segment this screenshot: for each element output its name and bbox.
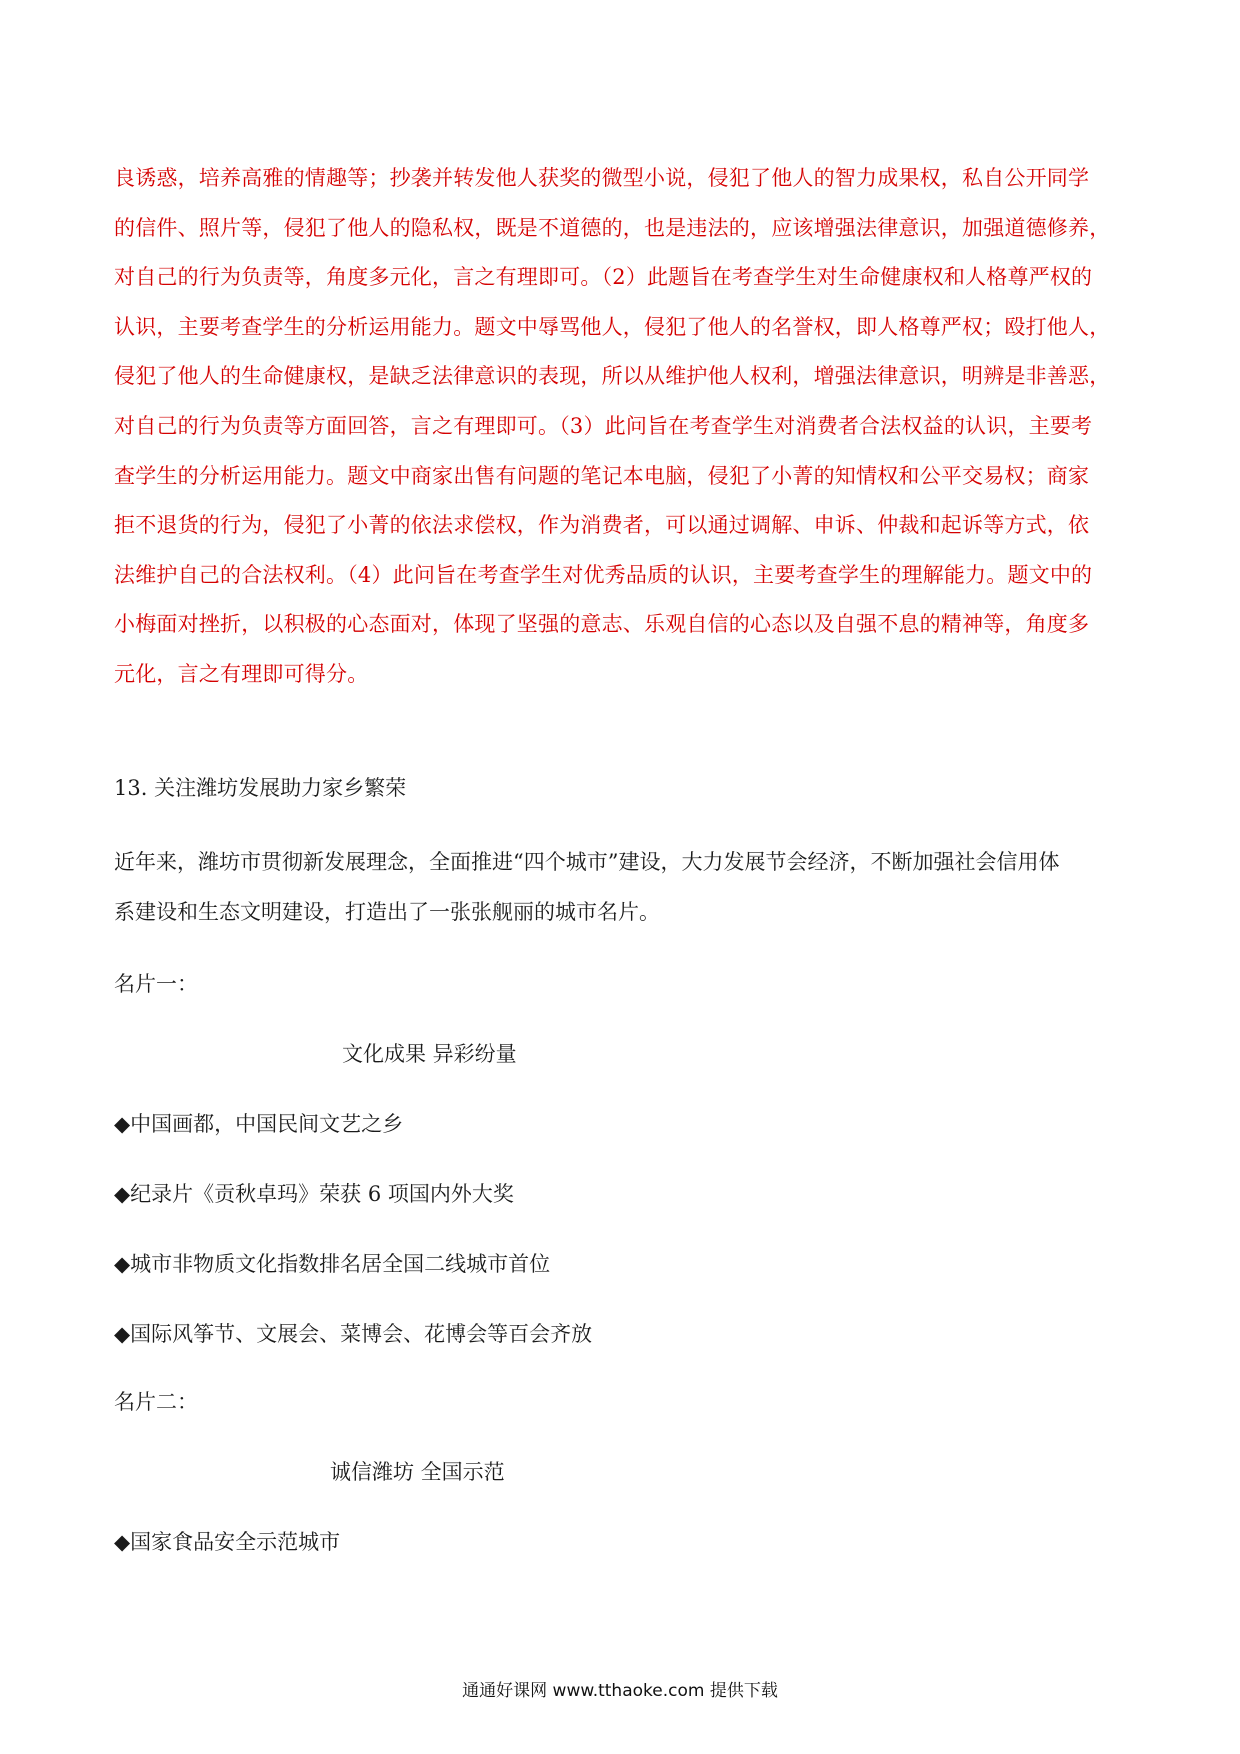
card-one-title: 文化成果 异彩纷量 xyxy=(342,1042,517,1066)
answer-explanation xyxy=(114,154,1134,700)
answer-line: 小梅面对挫折，以积极的心态面对，体现了坚强的意志、乐观自信的心态以及自强不息的精神等，角度多 xyxy=(114,612,1090,637)
card-two-title: 诚信潍坊 全国示范 xyxy=(330,1460,505,1484)
card-one-label: 名片一： xyxy=(114,972,198,996)
answer-line: 查学生的分析运用能力。题文中商家出售有问题的笔记本电脑，侵犯了小菁的知情权和公平交易权；商家 xyxy=(114,463,1090,488)
answer-line: 元化，言之有理即可得分。 xyxy=(114,661,369,686)
intro-line: 系建设和生态文明建设，打造出了一张张舰丽的城市名片。 xyxy=(114,900,660,924)
page-footer: 通通好课网 www.tthaoke.com 提供下载 xyxy=(462,1681,778,1701)
answer-line: 的信件、照片等，侵犯了他人的隐私权，既是不道德的，也是违法的，应该增强法律意识，加强道德修养， xyxy=(114,215,1111,240)
card-one-item: ◆城市非物质文化指数排名居全国二线城市首位 xyxy=(114,1252,551,1276)
answer-line: 法维护自己的合法权利。（4）此问旨在考查学生对优秀品质的认识，主要考查学生的理解能力。题文中的 xyxy=(114,562,1093,587)
answer-line: 认识，主要考查学生的分析运用能力。题文中辱骂他人，侵犯了他人的名誉权，即人格尊严权；殴打他人， xyxy=(114,314,1111,339)
answer-line: 对自己的行为负责等方面回答，言之有理即可。（3）此问旨在考查学生对消费者合法权益的认识，主要考 xyxy=(114,413,1093,438)
intro-line: 近年来，潍坊市贯彻新发展理念，全面推进“四个城市”建设，大力发展节会经济，不断加强社会信用体 xyxy=(114,850,1060,874)
card-one-item: ◆中国画都，中国民间文艺之乡 xyxy=(114,1112,404,1136)
answer-line: 侵犯了他人的生命健康权，是缺乏法律意识的表现，所以从维护他人权利，增强法律意识，明辨是非善恶， xyxy=(114,364,1111,389)
answer-line: 良诱惑，培养高雅的情趣等；抄袭并转发他人获奖的微型小说，侵犯了他人的智力成果权，私自公开同学 xyxy=(114,166,1090,190)
card-two-label: 名片二： xyxy=(114,1390,198,1414)
answer-line: 拒不退货的行为，侵犯了小菁的依法求偿权，作为消费者，可以通过调解、申诉、仲裁和起诉等方式，依 xyxy=(114,513,1090,538)
card-one-item: ◆国际风筝节、文展会、菜博会、花博会等百会齐放 xyxy=(114,1322,593,1346)
card-two-item: ◆国家食品安全示范城市 xyxy=(114,1530,341,1554)
question-title: 13. 关注潍坊发展助力家乡繁荣 xyxy=(114,776,407,800)
answer-line: 对自己的行为负责等，角度多元化，言之有理即可。（2）此题旨在考查学生对生命健康权和人格尊严权的 xyxy=(114,265,1093,290)
card-one-item: ◆纪录片《贡秋卓玛》荣获 6 项国内外大奖 xyxy=(114,1182,514,1206)
